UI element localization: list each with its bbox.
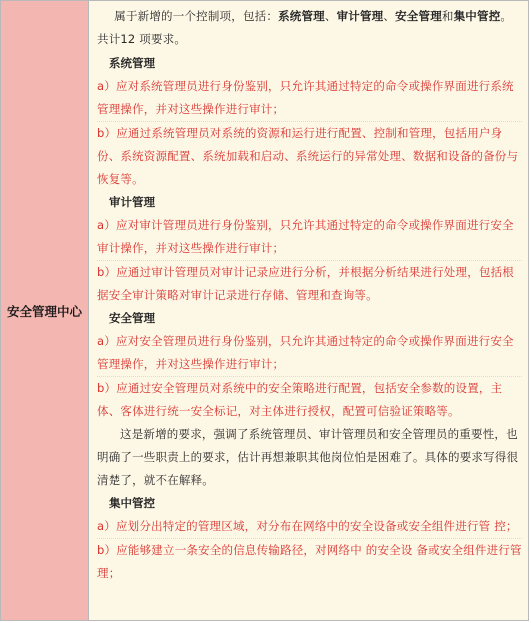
intro-keyword-security: 安全管理 <box>395 9 442 23</box>
intro-keyword-system: 系统管理 <box>278 9 325 23</box>
category-cell <box>1 1 89 620</box>
requirement-item: b）应能够建立一条安全的信息传输路径，对网络中 的安全设 备或安全组件进行管理； <box>97 543 522 580</box>
section-heading-audit: 审计管理 <box>109 195 155 209</box>
comment-paragraph: 这是新增的要求，强调了系统管理员、审计管理员和安全管理员的重要性，也明确了一些职责上的要求，估计再想兼职其他岗位怕是困难了。具体的要求写得很清楚了，就不在解释。 <box>97 427 519 487</box>
intro-suffix: 。共计12 项要求。 <box>97 9 513 46</box>
section-heading-centralized: 集中管控 <box>109 496 155 510</box>
intro-keyword-audit: 审计管理 <box>336 9 384 23</box>
intro-sep: 和 <box>441 9 454 23</box>
intro-keyword-centralized: 集中管控 <box>453 9 501 23</box>
section-heading-system: 系统管理 <box>109 56 155 70</box>
requirement-item: b）应通过安全管理员对系统中的安全策略进行配置，包括安全参数的设置，主体、客体进行统一安全标记，对主体进行授权，配置可信验证策略等。 <box>97 381 503 418</box>
requirement-item: a）应对系统管理员进行身份鉴别，只允许其通过特定的命令或操作界面进行系统管理操作，并对这些操作进行审计； <box>97 75 522 122</box>
section-heading-security: 安全管理 <box>109 311 155 325</box>
requirement-item: a）应对安全管理员进行身份鉴别，只允许其通过特定的命令或操作界面进行安全管理操作，并对这些操作进行审计； <box>97 330 522 377</box>
requirement-item: b）应通过系统管理员对系统的资源和运行进行配置、控制和管理，包括用户身份、系统资源配置、系统加载和启动、系统运行的异常处理、数据和设备的备份与恢复等。 <box>97 126 519 186</box>
intro-sep: 、 <box>324 9 337 23</box>
intro-prefix: 属于新增的一个控制项，包括： <box>114 9 279 23</box>
requirement-item: a）应对审计管理员进行身份鉴别，只允许其通过特定的命令或操作界面进行安全审计操作，并对这些操作进行审计； <box>97 214 522 261</box>
content-cell <box>89 1 528 620</box>
intro-paragraph <box>97 5 522 51</box>
intro-sep: 、 <box>383 9 396 23</box>
requirement-item: a）应划分出特定的管理区域，对分布在网络中的安全设备或安全组件进行管 控； <box>97 515 522 539</box>
requirement-item: b）应通过审计管理员对审计记录应进行分析，并根据分析结果进行处理，包括根据安全审计策略对审计记录进行存储、管理和查询等。 <box>97 265 514 302</box>
category-label: 安全管理中心 <box>6 303 82 319</box>
